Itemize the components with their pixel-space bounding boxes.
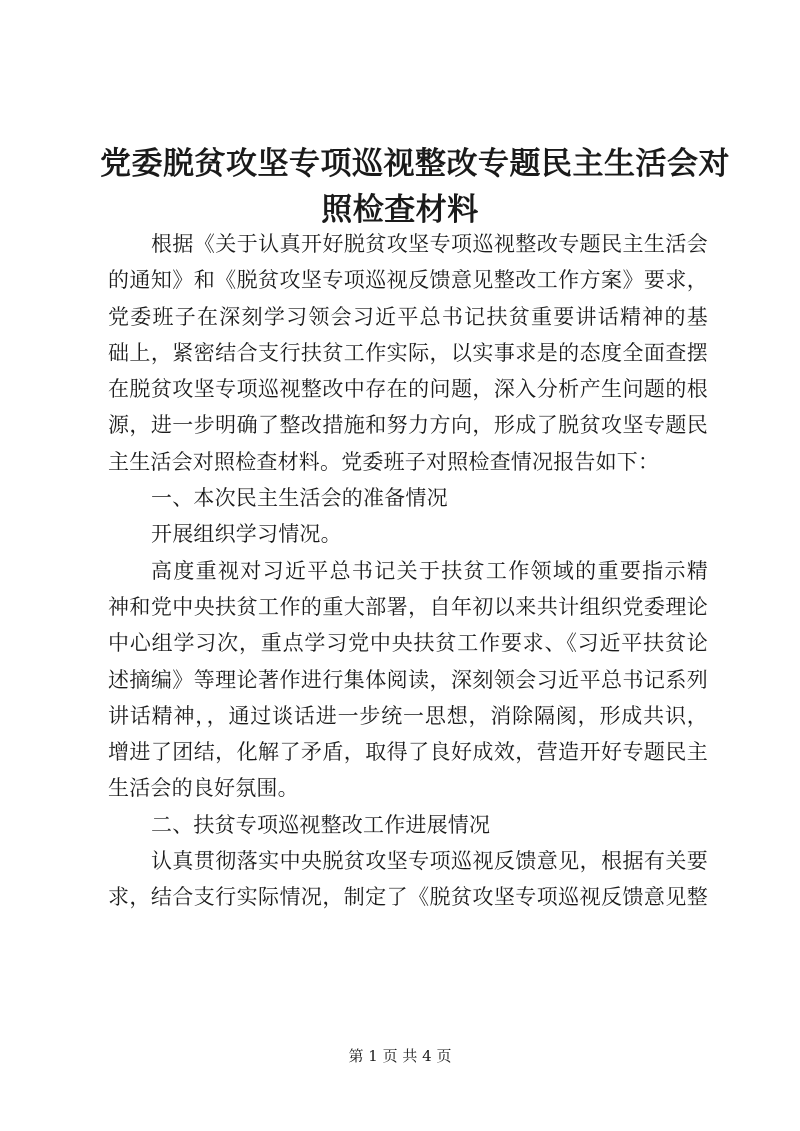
title-line-1: 党委脱贫攻坚专项巡视整改专题民主生活会对 (100, 146, 730, 182)
subheading-study: 开展组织学习情况。 (151, 522, 342, 547)
paragraph-2-line: 述摘编》等理论著作进行集体阅读，深刻领会习近平总书记系列 (108, 667, 708, 692)
paragraph-2-line: 神和党中央扶贫工作的重大部署，自年初以来共计组织党委理论 (108, 594, 708, 619)
document-title (100, 141, 730, 233)
paragraph-2-line: 生活会的良好氛围。 (108, 776, 299, 801)
paragraph-2-line: 高度重视对习近平总书记关于扶贫工作领域的重要指示精 (151, 558, 708, 583)
paragraph-1-line: 在脱贫攻坚专项巡视整改中存在的问题，深入分析产生问题的根 (108, 377, 708, 402)
paragraph-3-line: 求，结合支行实际情况，制定了《脱贫攻坚专项巡视反馈意见整 (108, 885, 708, 910)
section-heading-1: 一、本次民主生活会的准备情况 (151, 486, 448, 511)
paragraph-1-line: 源，进一步明确了整改措施和努力方向，形成了脱贫攻坚专题民 (108, 413, 708, 438)
page-number-label: 第 1 页 共 4 页 (348, 1047, 452, 1065)
paragraph-1-line: 的通知》和《脱贫攻坚专项巡视反馈意见整改工作方案》要求， (108, 268, 708, 293)
paragraph-1-line: 础上，紧密结合支行扶贫工作实际，以实事求是的态度全面查摆 (108, 340, 708, 365)
title-line-2: 照检查材料 (321, 192, 479, 228)
paragraph-2-line: 增进了团结，化解了矛盾，取得了良好成效，营造开好专题民主 (108, 740, 708, 765)
section-heading-2: 二、扶贫专项巡视整改工作进展情况 (151, 812, 491, 837)
paragraph-2-line: 中心组学习次，重点学习党中央扶贫工作要求、《习近平扶贫论 (108, 631, 708, 656)
paragraph-2-line: 讲话精神，，通过谈话进一步统一思想，消除隔阂，形成共识， (108, 703, 708, 728)
paragraph-1-line: 党委班子在深刻学习领会习近平总书记扶贫重要讲话精神的基 (108, 304, 708, 329)
paragraph-3-line: 认真贯彻落实中央脱贫攻坚专项巡视反馈意见，根据有关要 (151, 849, 708, 874)
paragraph-1-line: 根据《关于认真开好脱贫攻坚专项巡视整改专题民主生活会 (151, 232, 708, 256)
paragraph-1-line: 主生活会对照检查材料。党委班子对照检查情况报告如下： (108, 449, 660, 474)
page-footer (0, 1046, 800, 1066)
document-body (108, 226, 708, 916)
